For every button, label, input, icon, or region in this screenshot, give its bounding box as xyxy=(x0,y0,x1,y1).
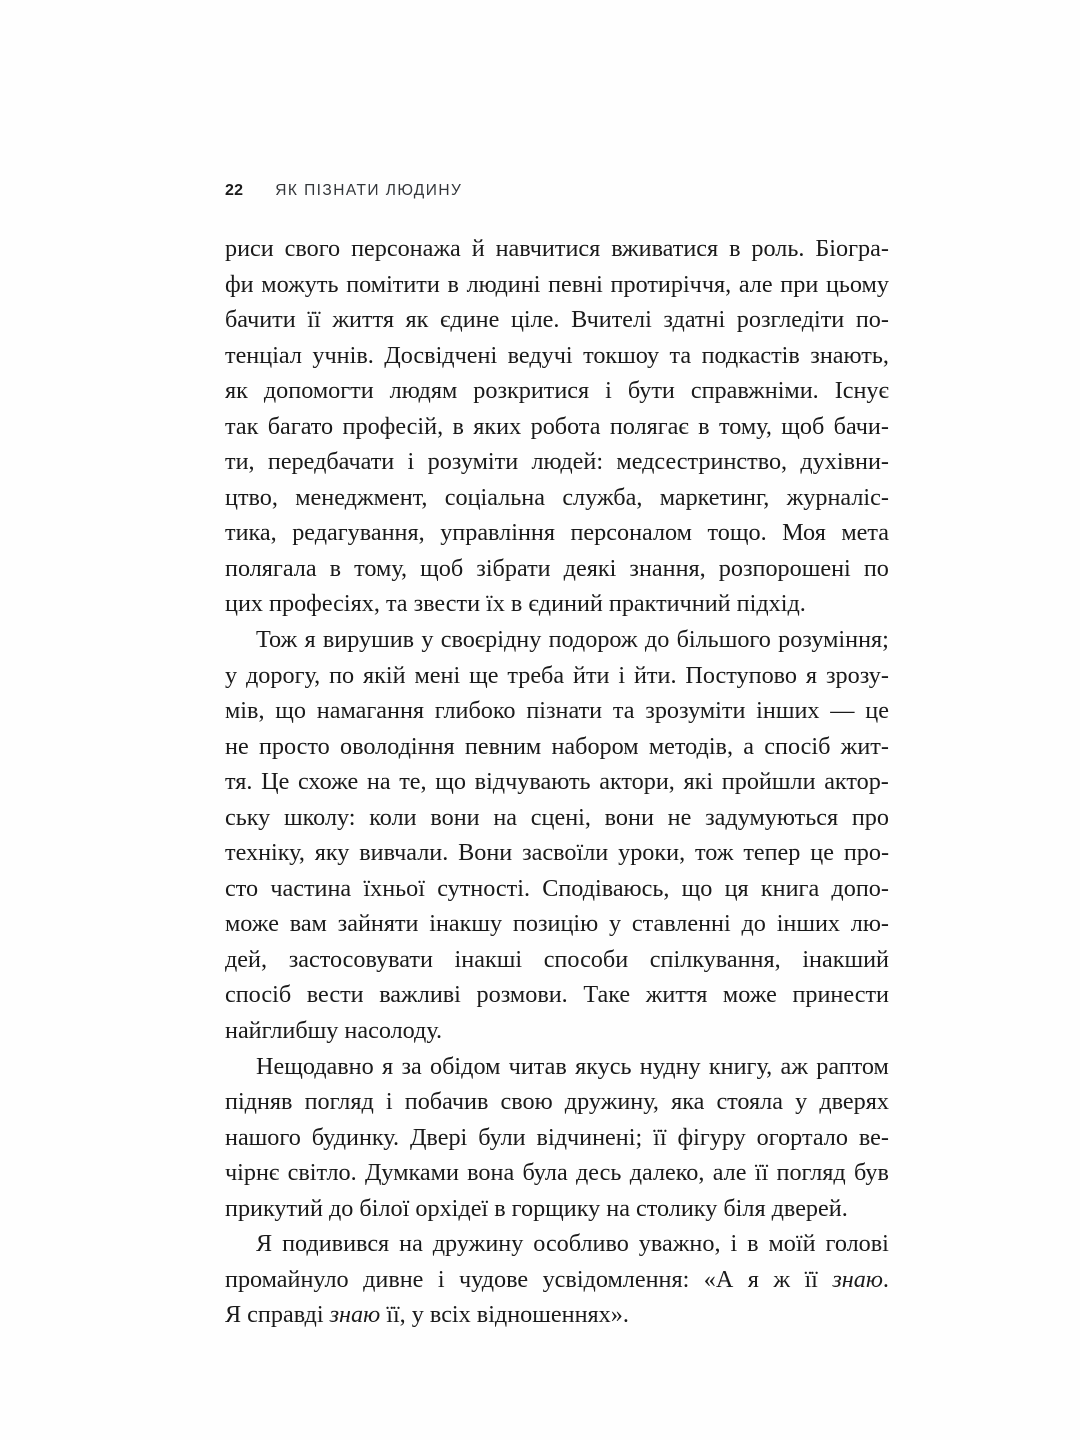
text-line xyxy=(225,942,889,978)
word: у xyxy=(225,661,238,689)
word: дружину, xyxy=(564,1088,659,1116)
word: на xyxy=(493,803,518,831)
word: риси xyxy=(225,235,274,262)
word: намагання xyxy=(316,697,425,725)
word: та xyxy=(669,341,692,369)
word: редагування, xyxy=(292,519,425,547)
word: вам xyxy=(289,910,327,938)
word: методів, xyxy=(648,732,734,760)
word: свого xyxy=(284,235,341,262)
word: за xyxy=(401,1052,422,1080)
word: уроки, xyxy=(618,839,686,867)
word: на xyxy=(399,1230,423,1258)
word: єдине xyxy=(440,306,500,334)
word: медсестринство, xyxy=(616,448,788,476)
word: по- xyxy=(855,306,889,334)
word: позицію xyxy=(512,910,599,938)
word: учнів. xyxy=(312,341,374,369)
word: Моя xyxy=(782,519,826,547)
word: Поступово xyxy=(685,661,798,689)
word: на xyxy=(366,768,391,796)
word: ця xyxy=(724,874,749,902)
text-line xyxy=(225,1155,889,1191)
word: допо- xyxy=(831,874,889,902)
word: актор- xyxy=(824,768,889,796)
word: багато xyxy=(267,412,334,440)
body-text xyxy=(225,231,889,1333)
word: розуміти xyxy=(427,448,519,476)
word: як xyxy=(225,377,248,405)
word: книгу, xyxy=(708,1052,773,1080)
word: ти, xyxy=(225,448,255,476)
word: схоже xyxy=(297,768,359,796)
word: треба xyxy=(507,661,565,689)
running-title: ЯК ПІЗНАТИ ЛЮДИНУ xyxy=(275,182,463,199)
word: якій xyxy=(363,661,406,689)
word: особливо xyxy=(533,1230,629,1258)
word: Вони xyxy=(458,839,513,867)
word: важливі xyxy=(379,981,461,1009)
word: полягає xyxy=(609,412,689,440)
word: щоб xyxy=(420,554,464,582)
text-line xyxy=(225,800,889,836)
word: життя xyxy=(332,306,394,334)
word: по xyxy=(863,554,889,582)
word: я xyxy=(747,1265,759,1293)
word: журналіс- xyxy=(786,483,889,511)
word: персоналом xyxy=(570,519,692,547)
word: бачити xyxy=(225,306,296,334)
word: подивився xyxy=(282,1230,390,1258)
word: розгледіти xyxy=(736,306,845,334)
word: розуміння; xyxy=(778,626,889,654)
word: може xyxy=(225,910,279,938)
word: інших xyxy=(776,910,841,938)
word: подорож xyxy=(548,626,638,654)
word: помітити xyxy=(346,270,440,298)
word: ж xyxy=(773,1265,791,1293)
word: способи xyxy=(543,945,629,973)
word: цтво, xyxy=(225,483,278,511)
word: сто xyxy=(225,874,259,902)
word: інакші xyxy=(454,945,523,973)
word: менеджмент, xyxy=(295,483,428,511)
word: були xyxy=(478,1123,526,1151)
word: духівни- xyxy=(800,448,889,476)
word: зайняти xyxy=(337,910,419,938)
word: соціальна xyxy=(444,483,545,511)
word: я xyxy=(805,661,818,689)
paragraph xyxy=(225,1226,889,1333)
emphasis: знаю xyxy=(329,1301,381,1329)
text-line xyxy=(225,409,889,445)
word: зрозуміти xyxy=(645,697,746,725)
word: при xyxy=(780,270,819,298)
word: свою xyxy=(500,1088,553,1116)
word: управління xyxy=(440,519,555,547)
word: голові xyxy=(825,1230,889,1258)
text-line xyxy=(225,1226,889,1262)
word: тому, xyxy=(354,554,408,582)
word: це xyxy=(810,839,834,867)
text-line xyxy=(225,1120,889,1156)
word: справжніми. xyxy=(690,377,819,405)
word: оволодіння xyxy=(340,732,455,760)
word: цьому xyxy=(825,270,889,298)
word: обідом xyxy=(430,1052,501,1080)
word: яких xyxy=(473,412,522,440)
text-line xyxy=(225,658,889,694)
word: книга xyxy=(760,874,820,902)
word: Досвідчені xyxy=(384,341,498,369)
word: у xyxy=(795,1088,808,1116)
word: вони xyxy=(430,803,480,831)
text-line xyxy=(225,444,889,480)
word: може xyxy=(722,981,777,1009)
word: Біогра- xyxy=(815,235,889,262)
word: тощо. xyxy=(707,519,767,547)
word: певним xyxy=(464,732,542,760)
word: знання, xyxy=(629,554,706,582)
word: дивне xyxy=(363,1265,424,1293)
word: йти. xyxy=(633,661,677,689)
word: десь xyxy=(576,1159,622,1187)
running-head xyxy=(225,182,462,200)
word: тому, xyxy=(718,412,772,440)
word: вирушив xyxy=(322,626,415,654)
word: людям xyxy=(389,377,458,405)
page-number: 22 xyxy=(225,182,244,199)
word: лю- xyxy=(850,910,889,938)
word: розпорошені xyxy=(718,554,851,582)
word: знаю. xyxy=(832,1265,889,1293)
word: тика, xyxy=(225,519,277,547)
word: професій, xyxy=(342,412,444,440)
word: Сподіваюсь, xyxy=(542,874,670,902)
word: своєрідну xyxy=(440,626,542,654)
word: прикутий до білої орхідеї в горщику на столику біля дверей. xyxy=(225,1194,848,1222)
word: найглибшу насолоду. xyxy=(225,1017,443,1045)
word: по xyxy=(329,661,355,689)
word: можуть xyxy=(261,270,339,298)
text-line xyxy=(225,1297,889,1333)
word: передбачати xyxy=(267,448,395,476)
text-line xyxy=(225,1013,889,1049)
word: «А xyxy=(703,1265,734,1293)
word: промайнуло xyxy=(225,1265,349,1293)
text-line xyxy=(225,1262,889,1298)
word: пройшли xyxy=(721,768,816,796)
text-line xyxy=(225,586,889,622)
word: персонажа xyxy=(351,235,461,262)
text-line xyxy=(225,480,889,516)
word: її xyxy=(653,1123,667,1151)
word: що xyxy=(435,768,466,796)
word: дорогу, xyxy=(245,661,321,689)
word: життя xyxy=(645,981,708,1009)
text-line xyxy=(225,906,889,942)
word: так xyxy=(225,412,259,440)
word: уважно, xyxy=(638,1230,721,1258)
word: був xyxy=(854,1159,889,1187)
text-line xyxy=(225,835,889,871)
word: стояла xyxy=(716,1088,783,1116)
word: здатні xyxy=(663,306,726,334)
word: задумуються xyxy=(705,803,839,831)
word: сцені, xyxy=(530,803,591,831)
word: і xyxy=(605,377,612,405)
word: у xyxy=(608,910,622,938)
word: вивчали. xyxy=(359,839,449,867)
word: тенціал xyxy=(225,341,302,369)
word: я xyxy=(382,1052,394,1080)
word: розмови. xyxy=(476,981,568,1009)
emphasis: знаю xyxy=(832,1265,883,1293)
paragraph xyxy=(225,622,889,1049)
word: що xyxy=(275,697,306,725)
word: а xyxy=(743,732,755,760)
word: погляд xyxy=(776,1159,846,1187)
word: і xyxy=(730,1230,738,1258)
word: тож xyxy=(694,839,734,867)
word: вона xyxy=(467,1159,515,1187)
word: бачи- xyxy=(833,412,889,440)
word: нудну xyxy=(639,1052,701,1080)
word: навчитися xyxy=(495,235,601,262)
word: відчувають xyxy=(474,768,591,796)
text-line xyxy=(225,764,889,800)
word: інших xyxy=(756,697,820,725)
word: відчинені; xyxy=(536,1123,643,1151)
word: і xyxy=(618,661,626,689)
word: ціле. xyxy=(510,306,560,334)
word: світло. xyxy=(287,1159,357,1187)
word: Я справді знаю її, у всіх відношеннях». xyxy=(225,1301,629,1329)
word: Двері xyxy=(409,1123,468,1151)
word: розкритися xyxy=(473,377,590,405)
word: мені xyxy=(414,661,461,689)
word: вживатися xyxy=(611,235,719,262)
word: сутності. xyxy=(437,874,530,902)
word: але xyxy=(738,270,773,298)
word: бути xyxy=(627,377,675,405)
word: зрозу- xyxy=(825,661,889,689)
word: я xyxy=(304,626,316,654)
word: ве- xyxy=(858,1123,889,1151)
word: Вчителі xyxy=(571,306,652,334)
word: в xyxy=(698,412,710,440)
word: фігуру xyxy=(677,1123,746,1151)
word: в xyxy=(747,1230,759,1258)
paragraph xyxy=(225,231,889,622)
text-line xyxy=(225,302,889,338)
word: читав xyxy=(508,1052,567,1080)
word: полягала xyxy=(225,554,317,582)
word: в xyxy=(452,412,464,440)
word: дверях xyxy=(819,1088,889,1116)
text-line xyxy=(225,267,889,303)
word: погляд xyxy=(304,1088,374,1116)
word: протиріччя, xyxy=(610,270,732,298)
word: застосовувати xyxy=(288,945,433,973)
text-line xyxy=(225,622,889,658)
word: тепер xyxy=(743,839,801,867)
word: і xyxy=(437,1265,445,1293)
word: зібрати xyxy=(476,554,551,582)
word: нашого xyxy=(225,1123,301,1151)
text-line xyxy=(225,693,889,729)
word: йти xyxy=(573,661,610,689)
word: Я xyxy=(256,1230,273,1258)
word: Нещодавно xyxy=(256,1052,374,1080)
word: інакшу xyxy=(429,910,503,938)
text-line xyxy=(225,373,889,409)
word: ставленні xyxy=(631,910,731,938)
word: Існує xyxy=(834,377,889,405)
word: підняв xyxy=(225,1088,293,1116)
word: токшоу xyxy=(583,341,660,369)
word: спосіб xyxy=(225,981,292,1009)
text-line xyxy=(225,551,889,587)
word: що xyxy=(681,874,713,902)
word: раптом xyxy=(816,1052,889,1080)
word: й xyxy=(471,235,485,262)
text-line xyxy=(225,1191,889,1227)
text-line xyxy=(225,231,889,267)
word: цих професіях, та звести їх в єдиний практичний підхід. xyxy=(225,590,806,618)
word: частина xyxy=(270,874,352,902)
word: — xyxy=(830,697,855,725)
word: деякі xyxy=(563,554,617,582)
word: ще xyxy=(469,661,499,689)
word: їхньої xyxy=(363,874,425,902)
word: просто xyxy=(258,732,330,760)
word: глибоко xyxy=(434,697,516,725)
word: та xyxy=(612,697,635,725)
word: у xyxy=(421,626,434,654)
word: інакший xyxy=(802,945,889,973)
word: усвідомлення: xyxy=(542,1265,690,1293)
word: про xyxy=(851,803,889,831)
word: Думками xyxy=(364,1159,459,1187)
word: яка xyxy=(671,1088,705,1116)
word: Тож xyxy=(256,626,298,654)
word: як xyxy=(405,306,429,334)
word: актори, xyxy=(599,768,675,796)
word: пізнати xyxy=(526,697,603,725)
word: спілкування, xyxy=(649,945,781,973)
word: робота xyxy=(530,412,601,440)
word: ведучі xyxy=(507,341,573,369)
word: жит- xyxy=(840,732,889,760)
word: допомогти xyxy=(263,377,374,405)
word: маркетинг, xyxy=(659,483,770,511)
word: аж xyxy=(780,1052,808,1080)
word: Це xyxy=(261,768,290,796)
word: вони xyxy=(604,803,654,831)
word: подкастів xyxy=(701,341,800,369)
word: про- xyxy=(843,839,889,867)
word: знають, xyxy=(810,341,889,369)
word: її xyxy=(307,306,321,334)
word: чірнє xyxy=(225,1159,280,1187)
word: не xyxy=(225,732,249,760)
text-line xyxy=(225,338,889,374)
word: і xyxy=(385,1088,393,1116)
word: будинку. xyxy=(311,1123,400,1151)
word: в xyxy=(447,270,459,298)
word: школу: xyxy=(284,803,356,831)
word: вести xyxy=(306,981,364,1009)
word: спосіб xyxy=(764,732,831,760)
word: була xyxy=(522,1159,568,1187)
word: і xyxy=(407,448,415,476)
word: огортало xyxy=(756,1123,848,1151)
word: її xyxy=(804,1265,818,1293)
text-line xyxy=(225,1049,889,1085)
word: ську xyxy=(225,803,271,831)
word: мета xyxy=(841,519,889,547)
text-line xyxy=(225,515,889,551)
word: роль. xyxy=(751,235,805,262)
word: те, xyxy=(399,768,427,796)
word: принести xyxy=(792,981,889,1009)
word: дей, xyxy=(225,945,268,973)
word: фи xyxy=(225,270,254,298)
word: більшого xyxy=(676,626,771,654)
word: далеко, xyxy=(629,1159,705,1187)
word: чудове xyxy=(459,1265,529,1293)
word: в xyxy=(329,554,342,582)
word: які xyxy=(683,768,714,796)
word: до xyxy=(644,626,670,654)
paragraph xyxy=(225,1049,889,1227)
word: людині xyxy=(466,270,541,298)
word: її xyxy=(754,1159,769,1187)
text-line xyxy=(225,871,889,907)
text-line xyxy=(225,729,889,765)
word: техніку, xyxy=(225,839,305,867)
word: набором xyxy=(551,732,639,760)
word: це xyxy=(865,697,889,725)
word: засвоїли xyxy=(522,839,609,867)
word: якусь xyxy=(575,1052,632,1080)
text-line xyxy=(225,977,889,1013)
word: служба, xyxy=(562,483,643,511)
word: мів, xyxy=(225,697,265,725)
word: яку xyxy=(314,839,350,867)
word: коли xyxy=(369,803,417,831)
text-line xyxy=(225,1084,889,1120)
word: Таке xyxy=(583,981,631,1009)
word: дружину xyxy=(432,1230,524,1258)
word: але xyxy=(712,1159,747,1187)
word: щоб xyxy=(781,412,825,440)
word: людей: xyxy=(531,448,604,476)
word: моїй xyxy=(768,1230,816,1258)
word: до xyxy=(741,910,766,938)
word: побачив xyxy=(404,1088,489,1116)
word: певні xyxy=(548,270,603,298)
word: тя. xyxy=(225,768,253,796)
word: в xyxy=(729,235,741,262)
word: не xyxy=(667,803,692,831)
